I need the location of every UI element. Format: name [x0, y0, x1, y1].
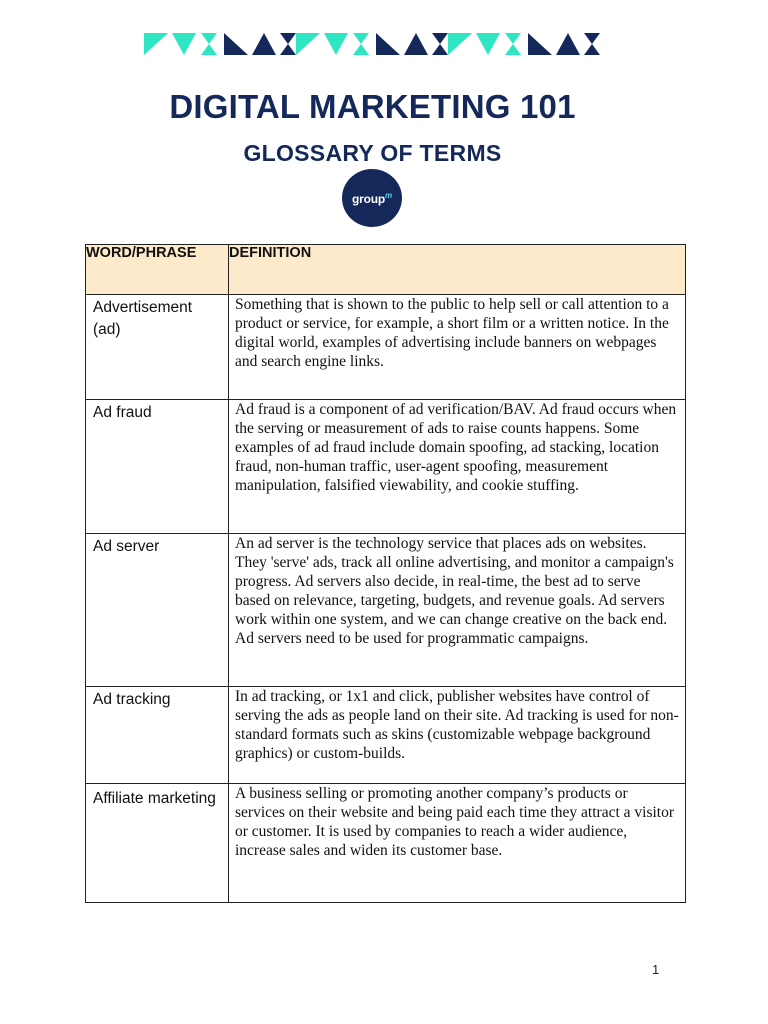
- definition-cell: In ad tracking, or 1x1 and click, publisher websites have control of serving the ads as people land on their site. Ad tracking is used for non-standard formats such as skins (customizable webpage background graphics) or custom-builds.: [229, 687, 686, 784]
- definition-cell: Ad fraud is a component of ad verification/BAV. Ad fraud occurs when the serving or measurement of ads to raise counts happens. Some examples of ad fraud include domain spoofing, ad stacking, location fraud, non-human traffic, user-agent spoofing, measurement manipulation, falsified viewability, and cookie stuffing.: [229, 400, 686, 534]
- definition-cell: A business selling or promoting another company’s products or services on their website and being paid each time they attract a visitor or customer. It is used by companies to reach a wider audience, increase sales and widen its customer base.: [229, 784, 686, 903]
- groupm-logo: [342, 169, 402, 227]
- logo-text: group$^m$: [352, 190, 392, 206]
- definition-cell: An ad server is the technology service that places ads on websites. They 'serve' ads, track all online advertising, and monitor a campaign's progress. Ad servers also decide, in real-time, the best ad to serve based on relevance, targeting, budgets, and revenue goals. Ad servers work within one system, and we can change creative on the back end. Ad servers need to be used for programmatic campaigns.: [229, 534, 686, 687]
- table-row: [86, 295, 686, 400]
- glossary-table: [85, 244, 686, 903]
- page-subtitle: GLOSSARY OF TERMS: [243, 140, 502, 166]
- table-row: [86, 784, 686, 903]
- table-header-row: [86, 245, 686, 295]
- page-title: DIGITAL MARKETING 101: [169, 88, 576, 125]
- term-cell: Ad fraud: [86, 400, 229, 534]
- definition-cell: Something that is shown to the public to help sell or call attention to a product or service, for example, a short film or a written notice. In the digital world, examples of advertising include banners on webpages and search engine links.: [229, 295, 686, 400]
- page-number: 1: [652, 962, 660, 977]
- table-row: [86, 534, 686, 687]
- decorative-triangle-banner: [144, 33, 604, 57]
- term-cell: Ad tracking: [86, 687, 229, 784]
- term-cell: Advertisement (ad): [86, 295, 229, 400]
- term-cell: Ad server: [86, 534, 229, 687]
- column-header-word: WORD/PHRASE: [86, 245, 229, 295]
- term-cell: Affiliate marketing: [86, 784, 229, 903]
- banner-pattern-unit: [144, 33, 296, 55]
- column-header-definition: DEFINITION: [229, 245, 686, 295]
- table-row: [86, 400, 686, 534]
- table-row: [86, 687, 686, 784]
